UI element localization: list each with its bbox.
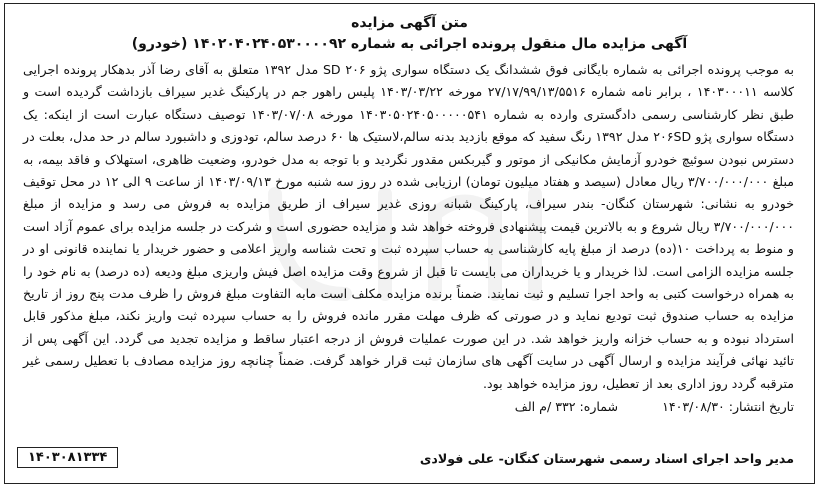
notice-subtitle: آگهی مزایده مال منقول پرونده اجرائی به شماره ۱۴۰۲۰۴۰۲۴۰۵۳۰۰۰۰۹۲ (خودرو) [131, 36, 688, 52]
signature: مدیر واحد اجرای اسناد رسمی شهرستان کنگان- علی فولادی [419, 451, 794, 466]
tracking-code-box: ۱۴۰۳۰۸۱۳۳۴ [17, 447, 118, 468]
issue-line [23, 397, 794, 417]
issue-number: شماره: ۳۳۲ /م الف [514, 399, 619, 415]
auction-notice [4, 3, 815, 484]
notice-body: به موجب پرونده اجرائی به شماره بایگانی فوق ششدانگ یک دستگاه سواری پژو ۲۰۶ SD مدل ۱۳۹۲ متعلق به آقای رضا آذر بدهکار پرونده اجرایی کلاسه ۱۴۰۳۰۰۰۱۱ ، برابر نامه شماره ۲۷/۱۷/۹۹/۱۳/۵۵۱۶ مورخه ۱۴۰۳/۰۳/۲۲ پلیس راهور جم در پارکینگ غدیر سیراف بازداشت گردیده است و طبق نظر کارشناسی رسمی دادگستری وارده به شماره ۱۴۰۳۰۵۰۲۴۰۵۰۰۰۰۰۵۴۱ مورخه ۱۴۰۳/۰۷/۰۸ توصیف دستگاه عبارت است از اینکه: یک دستگاه سواری پژو ۲۰۶SD مدل ۱۳۹۲ رنگ سفید که موقع بازدید بدنه سالم،لاستیک ها ۶۰ درصد سالم، تودوزی و داشبورد سالم در حد مدل، بعلت در دسترس نبودن سوئیچ خودرو آزمایش مکانیکی از موتور و گیربکس مقدور نگردید و با توجه به مدل خودرو، وضعیت ظاهری، استهلاک و فاقد بیمه، به مبلغ ۳/۷۰۰/۰۰۰/۰۰۰ ریال معادل (سیصد و هفتاد میلیون تومان) ارزیابی شده در روز سه شنبه مورخ ۱۴۰۳/۰۹/۱۳ از ساعت ۹ الی ۱۲ در محل توقیف خودرو به نشانی: شهرستان کنگان- بندر سیراف، پارکینگ شبانه روزی غدیر سیراف از طریق مزایده به فروش می رسد و مزایده از مبلغ ۳/۷۰۰/۰۰۰/۰۰۰ ریال شروع و به بالاترین قیمت پیشنهادی فروخته خواهد شد و مزایده حضوری است و شرکت در جلسه مزایده برای عموم آزاد است و منوط به پرداخت ۱۰(ده) درصد از مبلغ پایه کارشناسی به حساب سپرده ثبت و تحت شناسه واریز اعلامی و حضور خریدار یا نماینده قانونی او در جلسه مزایده الزامی است. لذا خریدار و یا خریداران می بایست تا قبل از شروع وقت مزایده اصل فیش واریزی مبلغ ودیعه (ده درصد) به نام خود را به همراه درخواست کتبی به واحد اجرا تسلیم و ثبت نمایند. ضمناً برنده مزایده مکلف است مابه التفاوت مبلغ فروش را ظرف مدت پنج روز از تاریخ مزایده به حساب صندوق ثبت تودیع نماید و در صورتی که ظرف مهلت مقرر مانده فروش را به حساب سپرده ثبت واریز نکند، مبلغ مذکور قابل استرداد نبوده و به حساب خزانه واریز خواهد شد. در این صورت عملیات فروش از درجه اعتبار ساقط و مزایده تجدید می گردد. این آگهی پس از تائید نهائی فرآیند مزایده و ارسال آگهی در سایت آگهی های سازمان ثبت قرار خواهد گرفت. ضمناً چنانچه روز مزایده مصادف با تعطیل رسمی غیر مترقبه گردد روز اداری بعد از تعطیل، روز مزایده خواهد بود. [23, 62, 795, 391]
issue-date: تاریخ انتشار: ۱۴۰۳/۰۸/۳۰ [662, 399, 794, 415]
notice-title: متن آگهی مزایده [351, 15, 468, 31]
notice-footer [17, 447, 794, 473]
